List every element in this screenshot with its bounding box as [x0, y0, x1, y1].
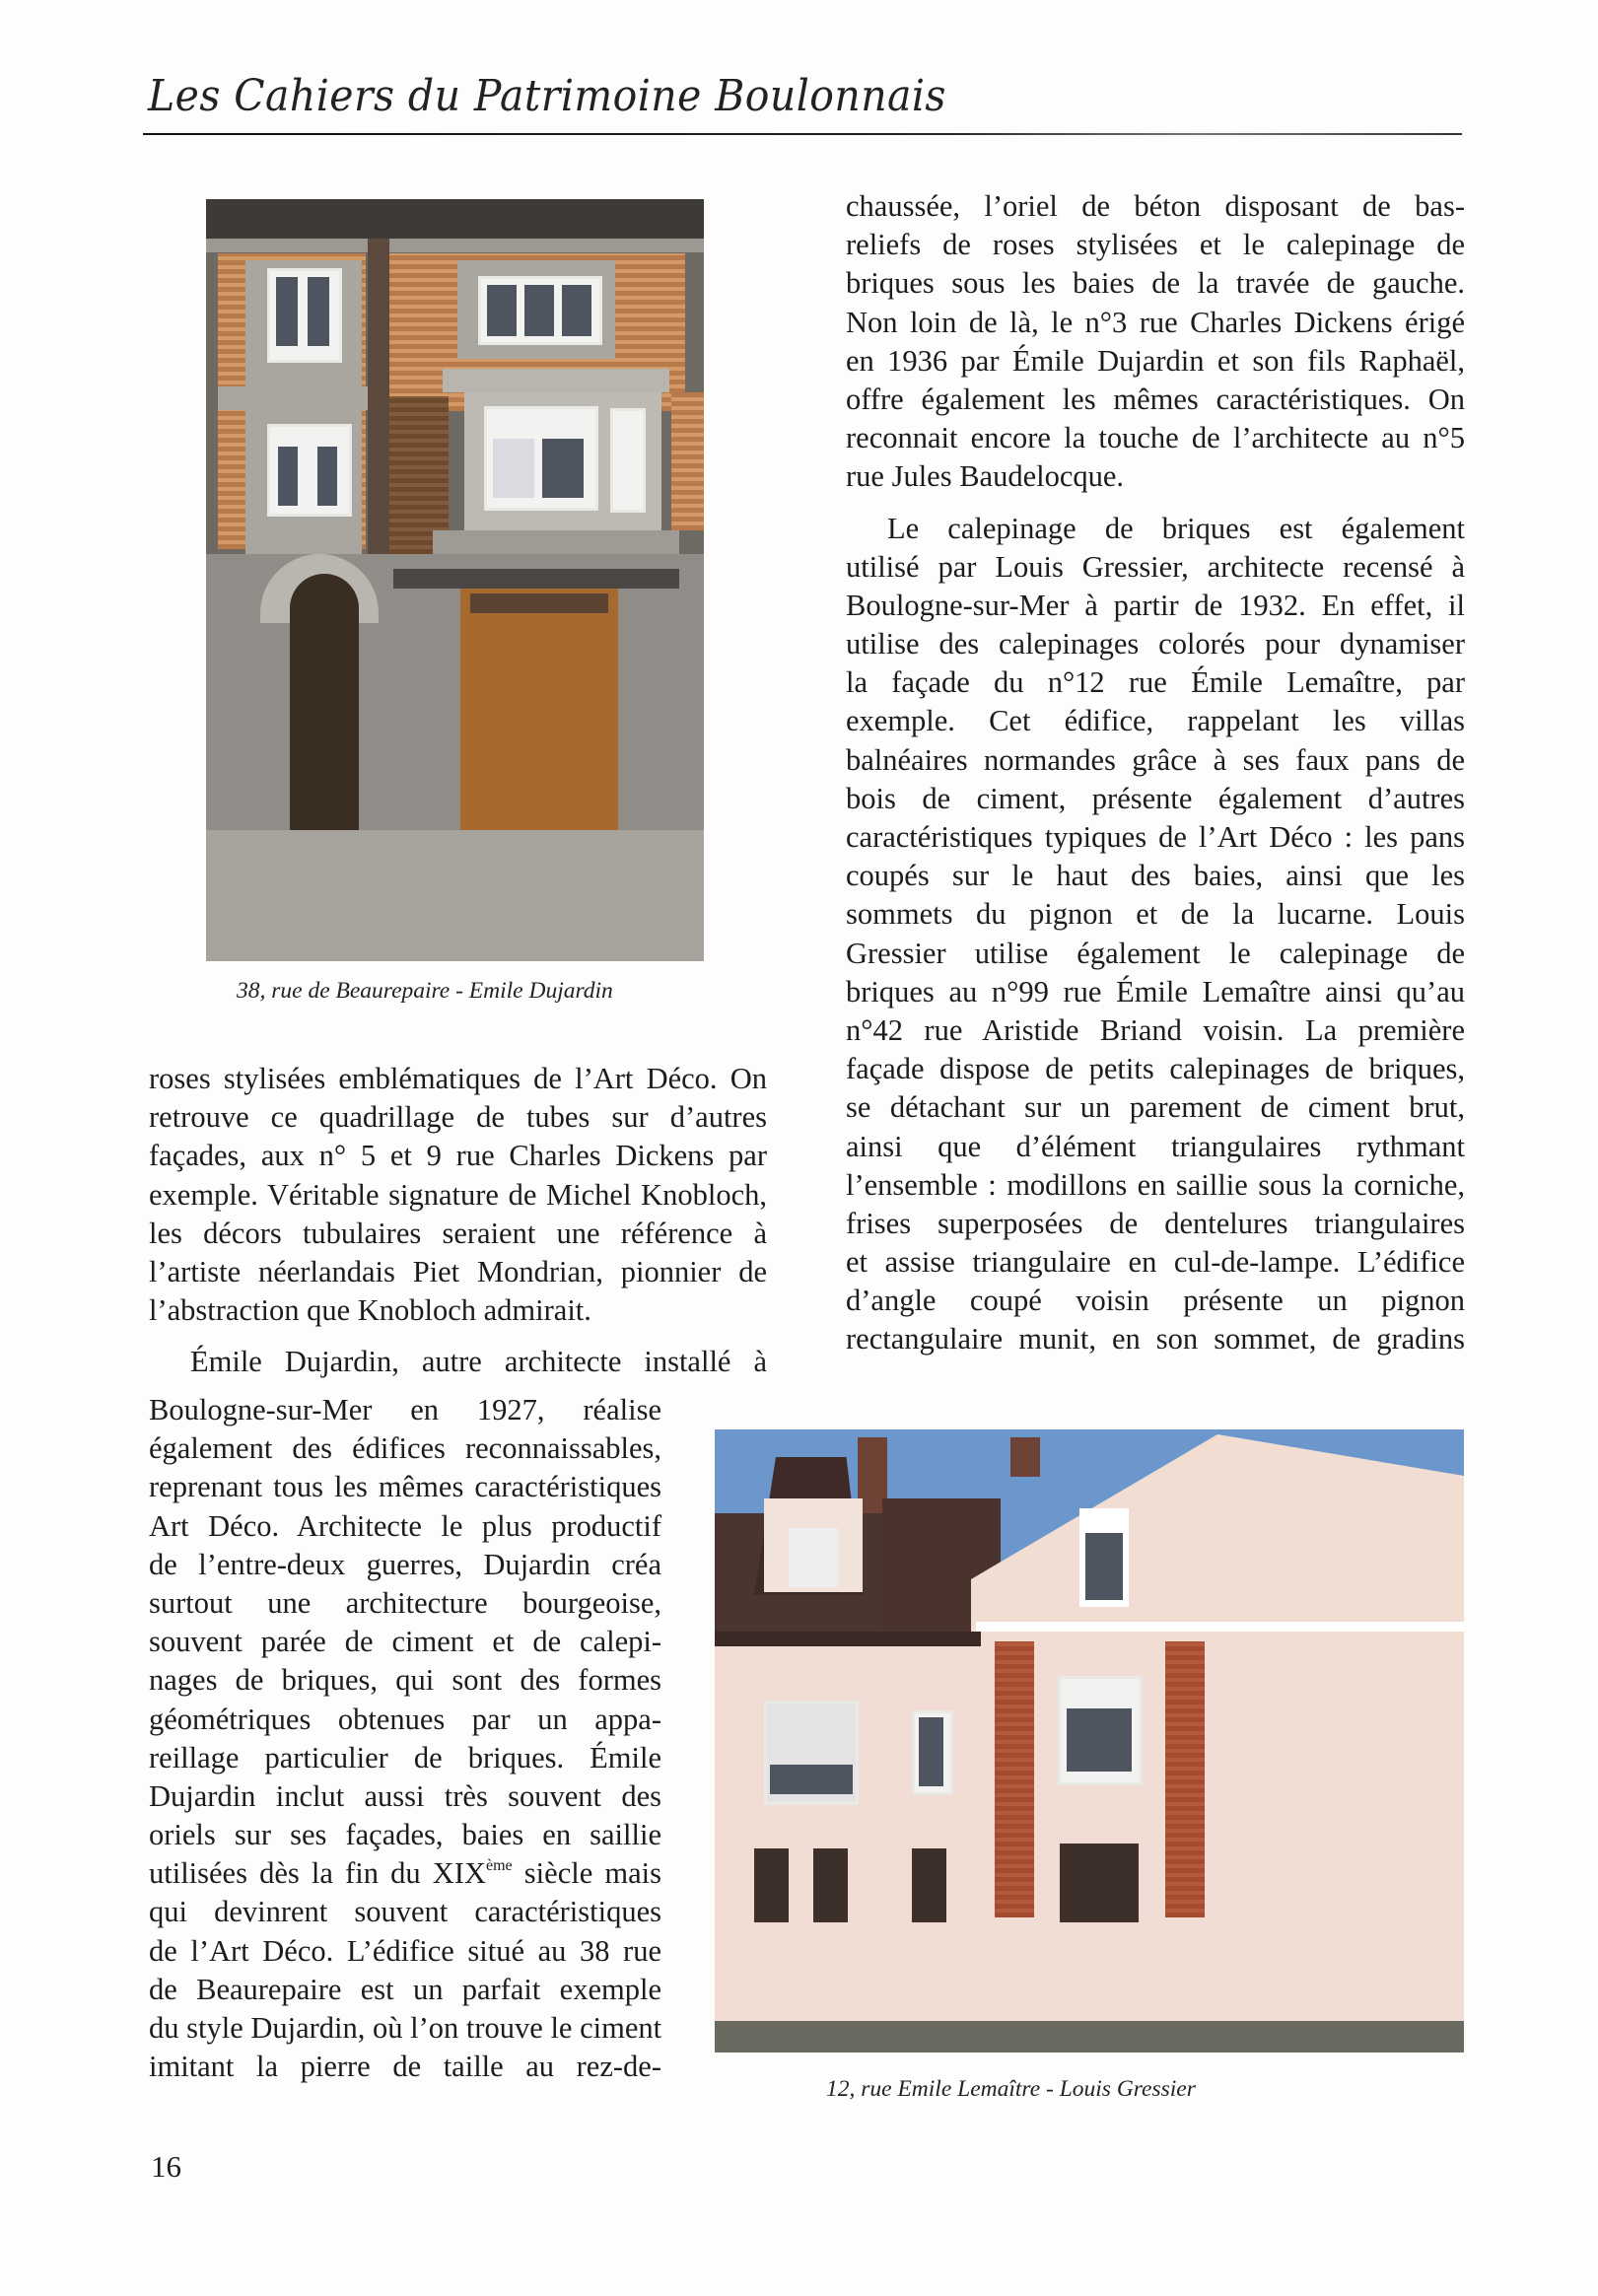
text-line: Le calepinage de briques est également [887, 511, 1465, 545]
header-rule [143, 133, 1462, 135]
text-fragment: utilisées dès la fin du XIX [149, 1856, 486, 1891]
text-line: Gressier utilise également le calepinage de [846, 936, 1465, 970]
text-line: en 1936 par Émile Dujardin et son fils Raphaël, [846, 343, 1465, 378]
text-line: de Beaurepaire est un parfait exemple [149, 1972, 661, 2006]
text-line: l’ensemble : modillons en saillie sous la corniche, [846, 1167, 1465, 1202]
text-line: utilisé par Louis Gressier, architecte recensé à [846, 549, 1465, 584]
text-line: se détachant sur un parement de ciment brut, [846, 1090, 1465, 1125]
text-line: nages de briques, qui sont des formes [149, 1663, 661, 1698]
text-line: reliefs de roses stylisées et le calepinage de [846, 228, 1465, 262]
text-line: briques au n°99 rue Émile Lemaître ainsi qu’au [846, 974, 1465, 1009]
right-column [846, 187, 1465, 1359]
journal-title: Les Cahiers du Patrimoine Boulonnais [148, 71, 946, 121]
text-line: chaussée, l’oriel de béton disposant de bas- [846, 189, 1465, 223]
text-line: retrouve ce quadrillage de tubes sur d’autres [149, 1100, 767, 1135]
superscript: ème [486, 1857, 513, 1875]
text-line: l’artiste néerlandais Piet Mondrian, pionnier de [149, 1254, 767, 1288]
photo-beaurepaire-facade [206, 199, 704, 961]
text-line: balnéaires normandes grâce à ses faux pans de [846, 742, 1465, 777]
text-line: briques sous les baies de la travée de gauche. [846, 266, 1465, 301]
text-line: reillage particulier de briques. Émile [149, 1740, 661, 1774]
text-line: souvent parée de ciment et de calepi- [149, 1625, 661, 1659]
page-number: 16 [151, 2149, 181, 2184]
text-line: utilise des calepinages colorés pour dynamiser [846, 627, 1465, 661]
figure-caption: 38, rue de Beaurepaire - Emile Dujardin [237, 978, 613, 1004]
text-line: bois de ciment, présente également d’autres [846, 781, 1465, 815]
text-line: Boulogne-sur-Mer en 1927, réalise [149, 1393, 661, 1426]
text-line: sommets du pignon et de la lucarne. Louis [846, 897, 1465, 932]
text-line: ainsi que d’élément triangulaires rythmant [846, 1129, 1465, 1163]
text-line [149, 1854, 661, 1893]
left-column-top [149, 1060, 767, 1382]
text-line: reconnait encore la touche de l’architecte au n°5 [846, 421, 1465, 455]
text-line: imitant la pierre de taille au rez-de- [149, 2050, 661, 2084]
text-line: et assise triangulaire en cul-de-lampe. L’édifice [846, 1245, 1465, 1280]
text-line: offre également les mêmes caractéristiques. On [846, 382, 1465, 416]
text-line: façades, aux n° 5 et 9 rue Charles Dickens par [149, 1139, 767, 1173]
text-line: les décors tubulaires seraient une référence à [149, 1216, 767, 1250]
text-line: Dujardin inclut aussi très souvent des [149, 1778, 661, 1813]
text-line: rectangulaire munit, en son sommet, de gradins [846, 1322, 1465, 1357]
text-line: qui devinrent souvent caractéristiques [149, 1895, 661, 1929]
text-line: surtout une architecture bourgeoise, [149, 1585, 661, 1620]
text-line: Émile Dujardin, autre architecte installé à [190, 1345, 767, 1379]
photo-lemaitre-facade [715, 1429, 1464, 2052]
text-line: Art Déco. Architecte le plus productif [149, 1508, 661, 1543]
text-line: rue Jules Baudelocque. [846, 459, 1125, 494]
left-column-narrow [149, 1391, 661, 2086]
text-line: frises superposées de dentelures triangulaires [846, 1206, 1465, 1240]
text-line: la façade du n°12 rue Émile Lemaître, par [846, 665, 1465, 700]
text-line: de l’Art Déco. L’édifice situé au 38 rue [149, 1933, 661, 1968]
text-line: oriels sur ses façades, baies en saillie [149, 1818, 661, 1852]
figure-caption: 12, rue Emile Lemaître - Louis Gressier [826, 2076, 1196, 2102]
text-line: roses stylisées emblématiques de l’Art Déco. On [149, 1062, 767, 1095]
text-line: reprenant tous les mêmes caractéristiques [149, 1470, 661, 1504]
text-line: exemple. Cet édifice, rappelant les villas [846, 704, 1465, 738]
text-line: géométriques obtenues par un appa- [149, 1702, 661, 1736]
text-line: coupés sur le haut des baies, ainsi que les [846, 859, 1465, 893]
text-line: Boulogne-sur-Mer à partir de 1932. En effet, il [846, 588, 1465, 622]
text-line: l’abstraction que Knobloch admirait. [149, 1293, 591, 1328]
text-line: du style Dujardin, où l’on trouve le ciment [149, 2011, 662, 2045]
text-line: Non loin de là, le n°3 rue Charles Dickens érigé [846, 305, 1465, 339]
text-line: n°42 rue Aristide Briand voisin. La première [846, 1012, 1465, 1047]
text-line: d’angle coupé voisin présente un pignon [846, 1284, 1465, 1318]
text-line: façade dispose de petits calepinages de briques, [846, 1052, 1465, 1086]
text-line: de l’entre-deux guerres, Dujardin créa [149, 1547, 661, 1581]
text-line: exemple. Véritable signature de Michel Knobloch, [149, 1177, 767, 1212]
text-line: caractéristiques typiques de l’Art Déco : les pans [846, 820, 1465, 854]
text-line: également des édifices reconnaissables, [149, 1431, 661, 1466]
text-fragment: siècle mais [512, 1856, 661, 1891]
